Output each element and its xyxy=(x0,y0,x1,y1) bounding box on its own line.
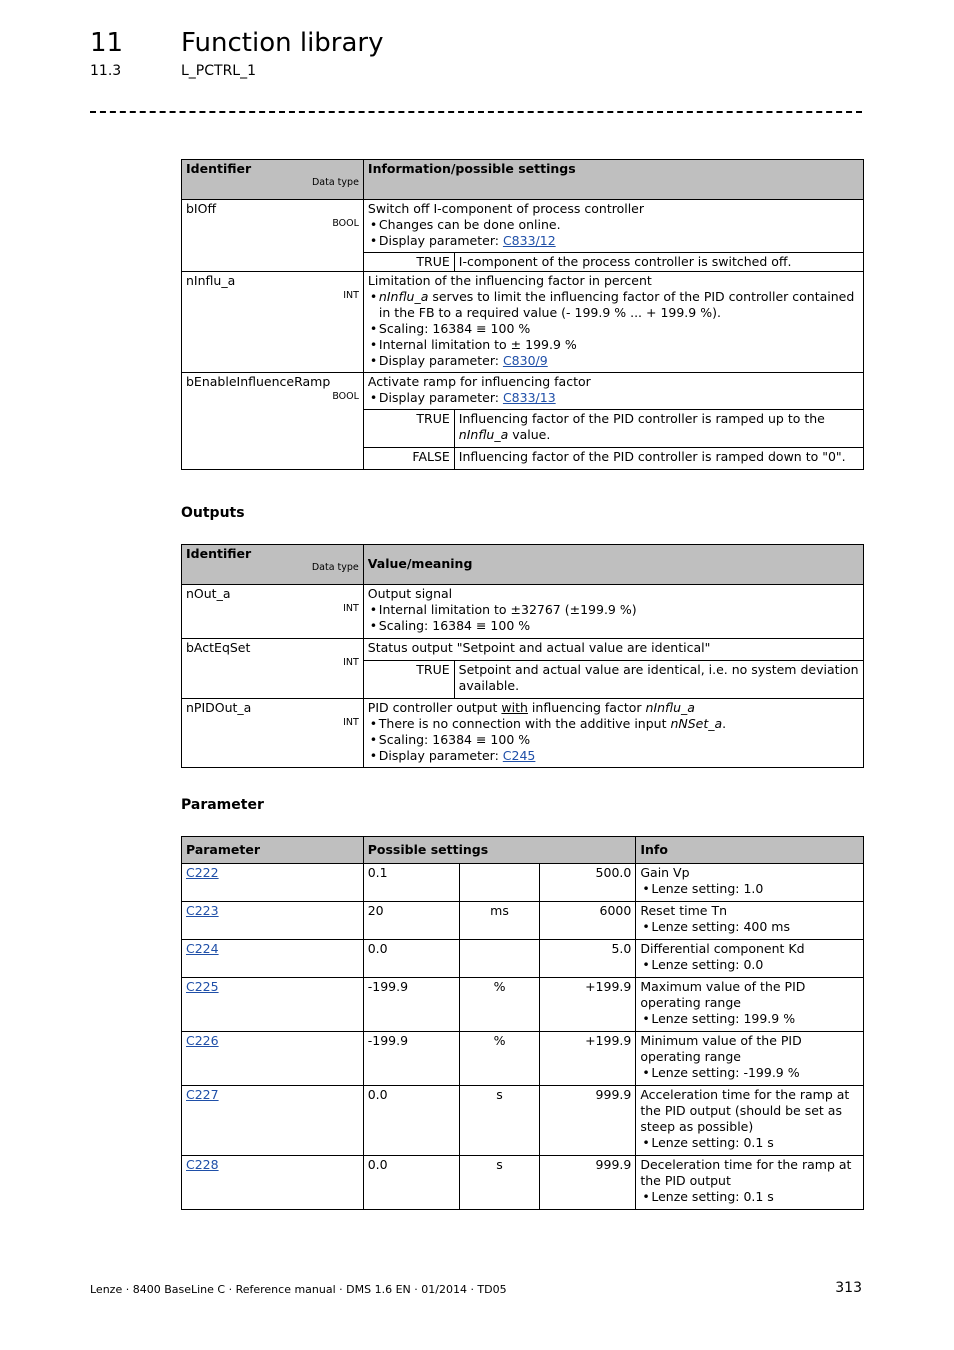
page-number: 313 xyxy=(835,1280,862,1296)
param-unit: s xyxy=(459,1156,540,1210)
table-row xyxy=(182,978,864,1032)
parameter-heading: Parameter xyxy=(181,797,264,813)
param-col-settings: Possible settings xyxy=(363,837,636,864)
table-row xyxy=(182,1032,864,1086)
parameter-table xyxy=(181,836,864,1210)
info-cell: Status output "Setpoint and actual value are identical" xyxy=(363,639,863,661)
identifier-cell: bEnableInfluenceRamp BOOL xyxy=(182,373,364,470)
param-code-cell xyxy=(182,864,364,902)
outputs-col-identifier: Identifier Data type xyxy=(182,545,364,585)
param-link[interactable]: C223 xyxy=(186,903,219,918)
param-unit: % xyxy=(459,1032,540,1086)
option-value: Setpoint and actual value are identical, i.e. no system deviation available. xyxy=(454,661,863,699)
param-link[interactable]: C228 xyxy=(186,1157,219,1172)
option-key: TRUE xyxy=(363,253,454,272)
param-max: 999.9 xyxy=(540,1156,636,1210)
param-min: 0.0 xyxy=(363,1086,459,1156)
chapter-number: 11 xyxy=(90,28,124,58)
param-code-cell xyxy=(182,1156,364,1210)
param-link[interactable]: C224 xyxy=(186,941,219,956)
param-link[interactable]: C245 xyxy=(502,748,536,763)
param-unit: s xyxy=(459,1086,540,1156)
param-info: Gain Vp • Lenze setting: 1.0 xyxy=(636,864,864,902)
option-key: TRUE xyxy=(363,661,454,699)
param-info: Differential component Kd • Lenze setting: 0.0 xyxy=(636,940,864,978)
param-max: 6000 xyxy=(540,902,636,940)
param-min: 0.0 xyxy=(363,1156,459,1210)
table-row xyxy=(182,699,864,768)
table-row xyxy=(182,272,864,373)
footer-text: Lenze · 8400 BaseLine C · Reference manual · DMS 1.6 EN · 01/2014 · TD05 xyxy=(90,1283,507,1296)
param-col-info: Info xyxy=(636,837,864,864)
param-link[interactable]: C833/13 xyxy=(502,390,556,405)
param-min: -199.9 xyxy=(363,978,459,1032)
option-key: FALSE xyxy=(363,448,454,470)
param-link[interactable]: C227 xyxy=(186,1087,219,1102)
identifier-cell: bIOff BOOL xyxy=(182,200,364,272)
param-info: Minimum value of the PID operating range • Lenze setting: -199.9 % xyxy=(636,1032,864,1086)
param-info: Acceleration time for the ramp at the PID output (should be set as steep as possible) • Lenze setting: 0.1 s xyxy=(636,1086,864,1156)
param-code-cell xyxy=(182,940,364,978)
identifier-cell: bActEqSet INT xyxy=(182,639,364,699)
param-unit: % xyxy=(459,978,540,1032)
inputs-col-info: Information/possible settings xyxy=(363,160,863,200)
param-max: 999.9 xyxy=(540,1086,636,1156)
param-link[interactable]: C225 xyxy=(186,979,219,994)
info-cell: Limitation of the influencing factor in percent • nInflu_a serves to limit the influencing factor of the PID controller contained in the FB to a required value (- 199.9 % ... + 199.9 %). • Scaling: 16384 ≡ 100 % • Internal limitation to ± 199.9 % • Display parameter: C830/9 xyxy=(363,272,863,373)
param-max: +199.9 xyxy=(540,1032,636,1086)
param-min: 20 xyxy=(363,902,459,940)
table-row xyxy=(182,585,864,639)
outputs-col-value: Value/meaning xyxy=(363,545,863,585)
option-value: I-component of the process controller is switched off. xyxy=(454,253,863,272)
param-min: 0.1 xyxy=(363,864,459,902)
param-unit xyxy=(459,864,540,902)
param-link[interactable]: C222 xyxy=(186,865,219,880)
param-max: +199.9 xyxy=(540,978,636,1032)
header-divider xyxy=(90,111,862,113)
param-info: Maximum value of the PID operating range • Lenze setting: 199.9 % xyxy=(636,978,864,1032)
table-row xyxy=(182,373,864,410)
param-link[interactable]: C226 xyxy=(186,1033,219,1048)
param-min: -199.9 xyxy=(363,1032,459,1086)
param-unit xyxy=(459,940,540,978)
param-link[interactable]: C830/9 xyxy=(502,353,548,368)
chapter-title: Function library xyxy=(181,28,384,58)
table-row xyxy=(182,1156,864,1210)
table-row xyxy=(182,864,864,902)
option-key: TRUE xyxy=(363,410,454,448)
param-unit: ms xyxy=(459,902,540,940)
param-link[interactable]: C833/12 xyxy=(502,233,556,248)
param-code-cell xyxy=(182,1086,364,1156)
table-row xyxy=(182,1086,864,1156)
table-row xyxy=(182,940,864,978)
outputs-table xyxy=(181,544,864,768)
identifier-cell: nPIDOut_a INT xyxy=(182,699,364,768)
table-row xyxy=(182,639,864,661)
info-cell: Output signal • Internal limitation to ±32767 (±199.9 %) • Scaling: 16384 ≡ 100 % xyxy=(363,585,863,639)
option-value: Influencing factor of the PID controller is ramped up to the nInflu_a value. xyxy=(454,410,863,448)
param-min: 0.0 xyxy=(363,940,459,978)
param-code-cell xyxy=(182,902,364,940)
param-info: Reset time Tn • Lenze setting: 400 ms xyxy=(636,902,864,940)
section-title: L_PCTRL_1 xyxy=(181,63,257,79)
info-cell: PID controller output with influencing factor nInflu_a • There is no connection with the additive input nNSet_a. • Scaling: 16384 ≡ 100 % • Display parameter: C245 xyxy=(363,699,863,768)
table-row xyxy=(182,902,864,940)
param-code-cell xyxy=(182,978,364,1032)
inputs-col-identifier: Identifier Data type xyxy=(182,160,364,200)
param-code-cell xyxy=(182,1032,364,1086)
param-info: Deceleration time for the ramp at the PID output • Lenze setting: 0.1 s xyxy=(636,1156,864,1210)
inputs-table xyxy=(181,159,864,470)
table-row xyxy=(182,200,864,253)
param-max: 5.0 xyxy=(540,940,636,978)
param-col-parameter: Parameter xyxy=(182,837,364,864)
identifier-cell: nInflu_a INT xyxy=(182,272,364,373)
identifier-cell: nOut_a INT xyxy=(182,585,364,639)
outputs-heading: Outputs xyxy=(181,505,245,521)
section-number: 11.3 xyxy=(90,63,122,79)
info-cell: Switch off I-component of process controller • Changes can be done online. • Display parameter: C833/12 xyxy=(363,200,863,253)
info-cell: Activate ramp for influencing factor • Display parameter: C833/13 xyxy=(363,373,863,410)
option-value: Influencing factor of the PID controller is ramped down to "0". xyxy=(454,448,863,470)
param-max: 500.0 xyxy=(540,864,636,902)
